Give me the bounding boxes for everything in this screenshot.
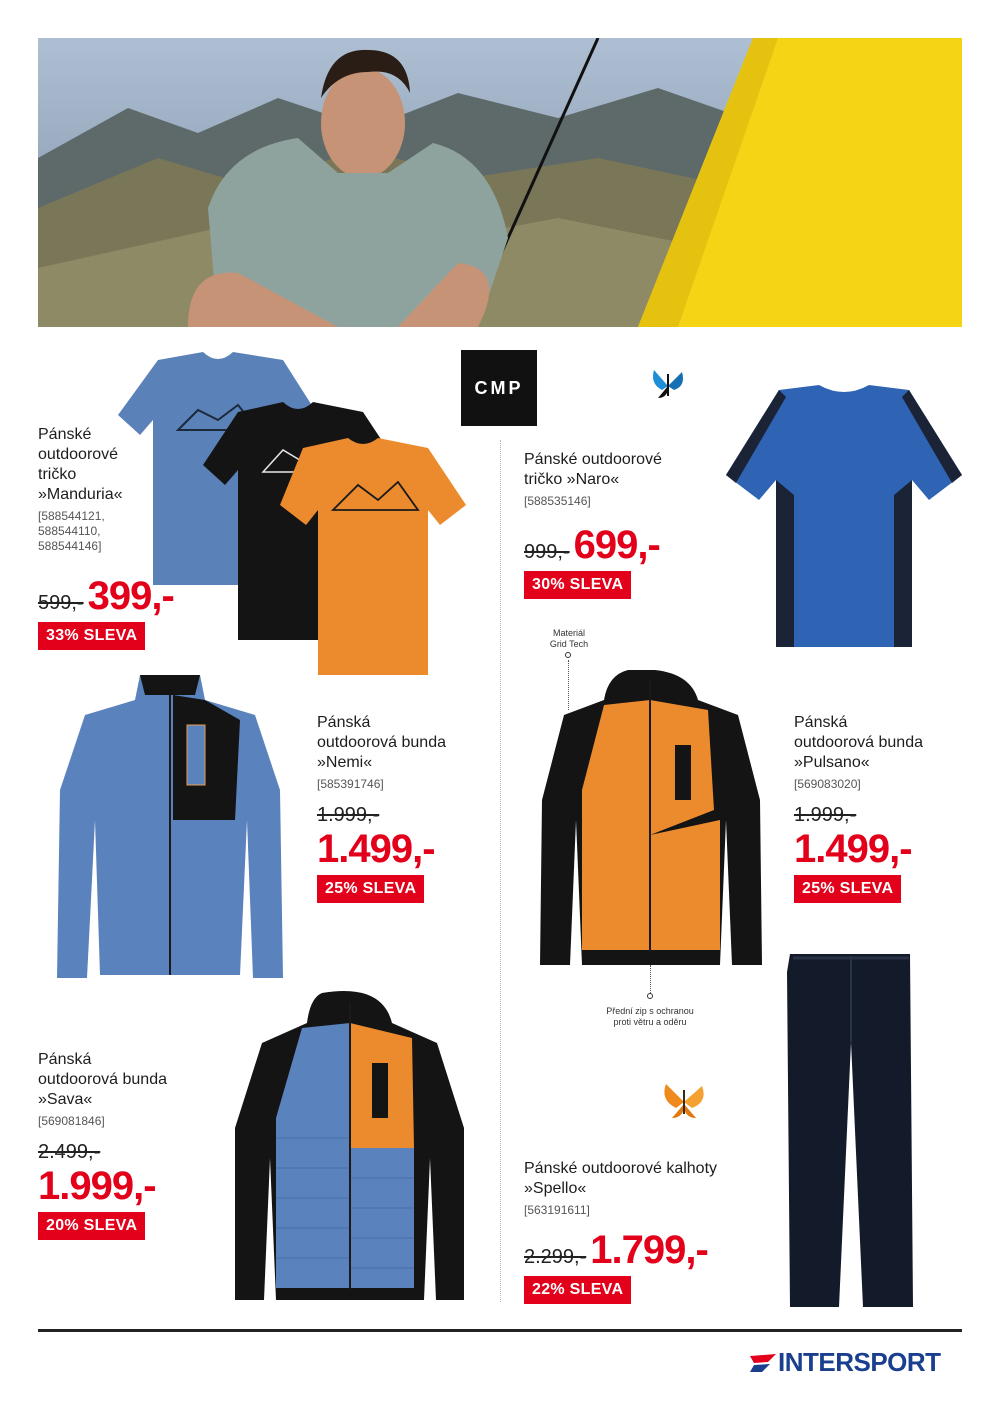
hero-image	[38, 38, 962, 327]
old-price: 1.999,-	[794, 804, 857, 826]
product-name: Pánské outdoorové kalhoty »Spello«	[524, 1160, 718, 1197]
product-sku: [563191611]	[524, 1203, 590, 1217]
butterfly-blue-icon	[648, 364, 688, 409]
product-naro	[524, 450, 724, 599]
product-spello	[524, 1159, 764, 1304]
intersport-wordmark: INTERSPORT	[778, 1347, 941, 1377]
jacket-sava-image	[232, 988, 467, 1308]
jacket-nemi-image	[55, 670, 285, 985]
butterfly-orange-icon	[660, 1080, 708, 1127]
annotation-dot	[647, 993, 653, 999]
product-sku: [588544121, 588544110, 588544146]	[38, 509, 105, 553]
old-price: 2.299,-	[524, 1246, 587, 1268]
product-pulsano	[794, 713, 964, 903]
new-price: 1.799,-	[590, 1228, 708, 1272]
annotation-line	[650, 965, 651, 993]
new-price: 699,-	[573, 523, 660, 567]
pants-spello-image	[785, 952, 915, 1315]
jacket-pulsano-image	[538, 670, 764, 975]
annotation-line	[568, 660, 569, 710]
product-name: Pánská outdoorová bunda »Pulsano«	[794, 714, 923, 771]
product-nemi	[317, 713, 487, 903]
tshirt-naro-image	[724, 385, 964, 655]
product-name: Pánské outdoorové tričko »Naro«	[524, 451, 662, 488]
discount-badge: 25% SLEVA	[794, 875, 901, 903]
discount-badge: 30% SLEVA	[524, 571, 631, 599]
discount-badge: 20% SLEVA	[38, 1212, 145, 1240]
intersport-swoosh-icon	[748, 1352, 778, 1374]
product-name: Pánské outdoorové tričko »Manduria«	[38, 426, 123, 503]
discount-badge: 25% SLEVA	[317, 875, 424, 903]
footer-rule	[38, 1329, 962, 1332]
old-price: 1.999,-	[317, 804, 380, 826]
cmp-logo: CMP	[461, 350, 537, 426]
product-sku: [585391746]	[317, 777, 384, 791]
product-sku: [588535146]	[524, 494, 591, 508]
new-price: 1.999,-	[38, 1164, 156, 1208]
old-price: 999,-	[524, 541, 570, 563]
new-price: 399,-	[87, 574, 174, 618]
product-manduria	[38, 425, 178, 650]
product-name: Pánská outdoorová bunda »Nemi«	[317, 714, 446, 771]
product-name: Pánská outdoorová bunda »Sava«	[38, 1051, 167, 1108]
product-sku: [569081846]	[38, 1114, 105, 1128]
product-sava	[38, 1050, 218, 1240]
old-price: 2.499,-	[38, 1141, 101, 1163]
annotation-front-zip: Přední zip s ochranou proti větru a oděru	[606, 1006, 694, 1027]
annotation-dot	[565, 652, 571, 658]
product-sku: [569083020]	[794, 777, 861, 791]
new-price: 1.499,-	[317, 827, 435, 871]
discount-badge: 33% SLEVA	[38, 622, 145, 650]
discount-badge: 22% SLEVA	[524, 1276, 631, 1304]
old-price: 599,-	[38, 592, 84, 614]
new-price: 1.499,-	[794, 827, 912, 871]
column-divider	[500, 440, 501, 1302]
annotation-material: Materiál Grid Tech	[549, 628, 589, 649]
intersport-logo	[748, 1347, 941, 1378]
